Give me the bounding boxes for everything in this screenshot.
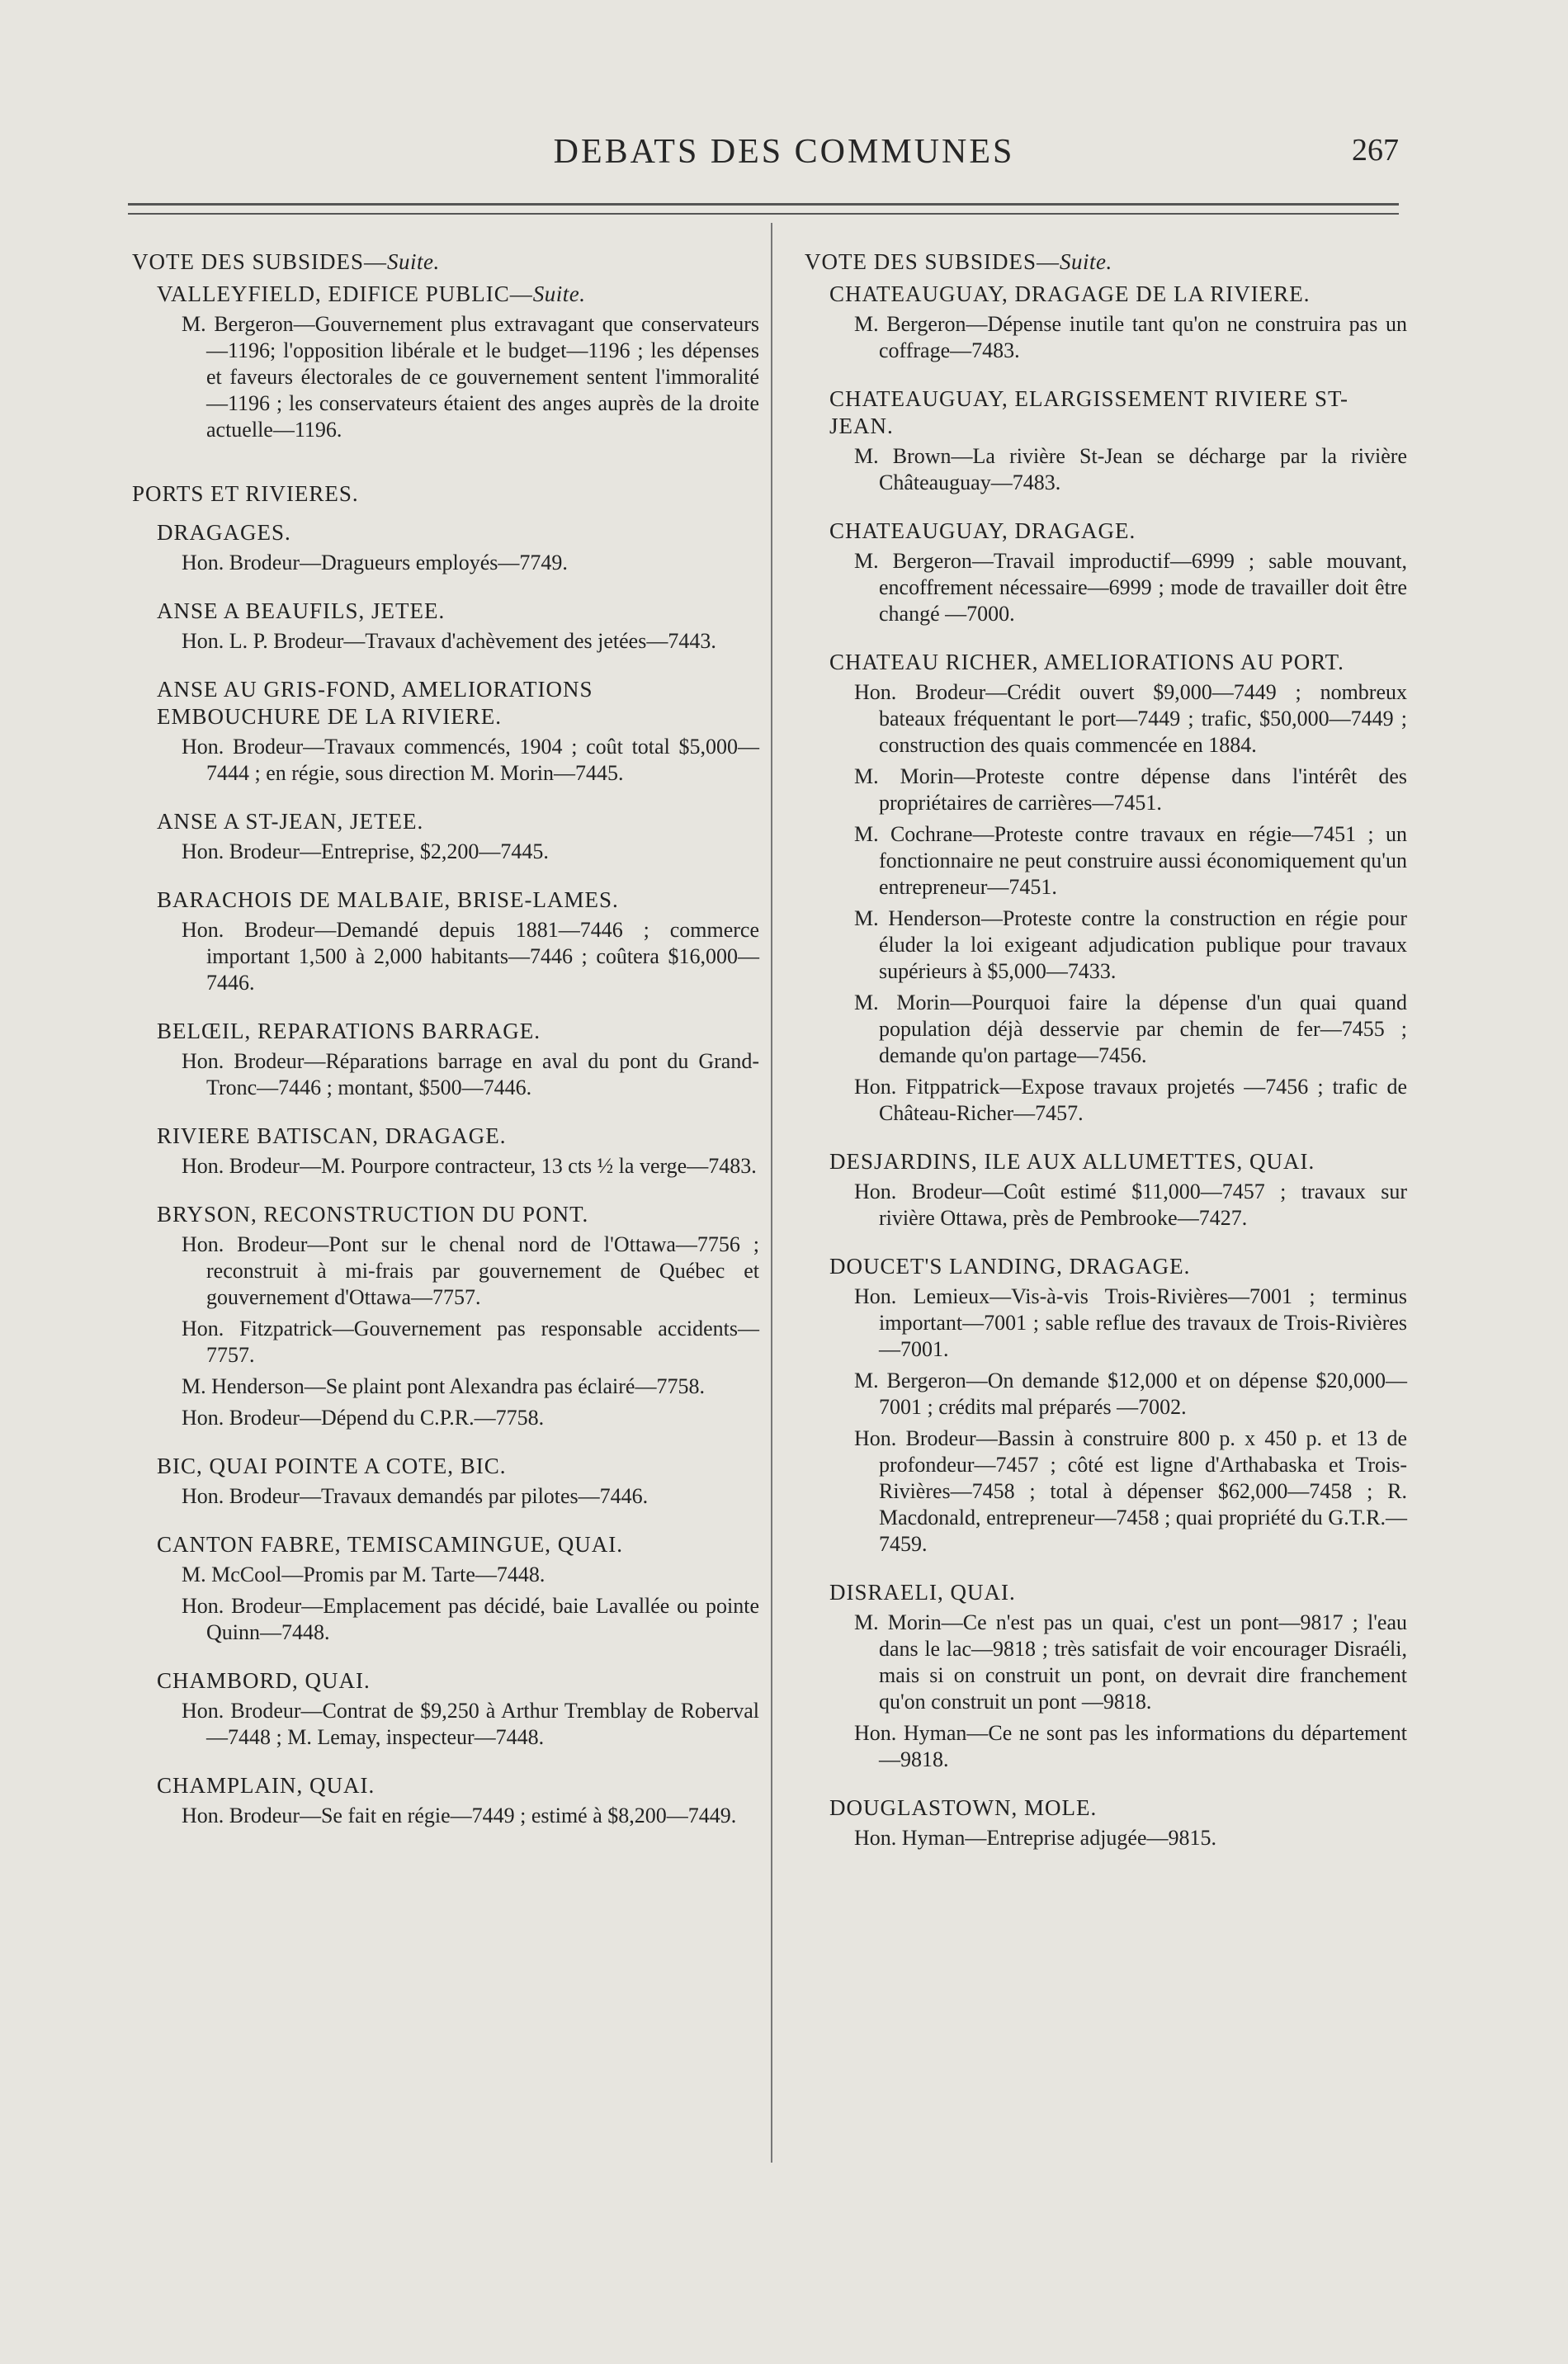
section-title: RIVIERE BATISCAN, DRAGAGE. xyxy=(157,1123,507,1148)
heading-text: VOTE DES SUBSIDES— xyxy=(805,249,1060,274)
section-title-text: VALLEYFIELD, EDIFICE PUBLIC— xyxy=(157,281,533,306)
page-header-title: DEBATS DES COMMUNES xyxy=(553,133,1015,171)
column-divider xyxy=(771,223,772,2163)
column-heading xyxy=(132,248,759,276)
section-title: BARACHOIS DE MALBAIE, BRISE-LAMES. xyxy=(157,887,619,912)
section-title: CANTON FABRE, TEMISCAMINGUE, QUAI. xyxy=(157,1532,624,1557)
section-title xyxy=(157,281,759,308)
heading-suite: Suite. xyxy=(387,249,440,274)
entry: M. Cochrane—Proteste contre travaux en régie—7451 ; un fonctionnaire ne peut construire aussi économiquement qu'un entrepreneur—7451. xyxy=(854,822,1407,899)
right-column xyxy=(805,248,1407,1851)
entry: Hon. Fitzpatrick—Gouvernement pas responsable accidents—7757. xyxy=(182,1317,759,1367)
entry: Hon. Brodeur—Travaux commencés, 1904 ; coût total $5,000—7444 ; en régie, sous direction M. Morin—7445. xyxy=(182,735,759,785)
column-heading xyxy=(805,248,1407,276)
section-title: CHATEAUGUAY, ELARGISSEMENT RIVIERE ST-JEAN. xyxy=(829,386,1349,438)
section-title: BRYSON, RECONSTRUCTION DU PONT. xyxy=(157,1202,589,1227)
entry: Hon. Brodeur—Dragueurs employés—7749. xyxy=(182,551,568,574)
entry: Hon. Brodeur—Emplacement pas décidé, baie Lavallée ou pointe Quinn—7448. xyxy=(182,1594,759,1644)
section-title: CHATEAU RICHER, AMELIORATIONS AU PORT. xyxy=(829,650,1344,674)
entry: M. Bergeron—On demande $12,000 et on dépense $20,000—7001 ; crédits mal préparés —7002. xyxy=(854,1369,1407,1419)
header-rule-thin xyxy=(128,213,1399,215)
section-title: DOUCET'S LANDING, DRAGAGE. xyxy=(829,1254,1191,1279)
heading-suite: Suite. xyxy=(1060,249,1112,274)
section-title: BIC, QUAI POINTE A COTE, BIC. xyxy=(157,1454,507,1478)
entry: Hon. L. P. Brodeur—Travaux d'achèvement des jetées—7443. xyxy=(182,629,716,653)
section-title: DRAGAGES. xyxy=(157,520,291,545)
major-heading: PORTS ET RIVIERES. xyxy=(132,481,359,506)
entry: Hon. Brodeur—Travaux demandés par pilotes—7446. xyxy=(182,1484,649,1508)
entry: Hon. Brodeur—M. Pourpore contracteur, 13 cts ½ la verge—7483. xyxy=(182,1154,757,1178)
section-suite: Suite. xyxy=(532,281,586,306)
entry: Hon. Brodeur—Dépend du C.P.R.—7758. xyxy=(182,1406,545,1430)
entry: Hon. Lemieux—Vis-à-vis Trois-Rivières—7001 ; terminus important—7001 ; sable reflue des travaux de Trois-Rivières—7001. xyxy=(854,1284,1407,1361)
section-title: DOUGLASTOWN, MOLE. xyxy=(829,1795,1098,1820)
entry: Hon. Hyman—Ce ne sont pas les informations du département—9818. xyxy=(854,1721,1407,1771)
section-title: DISRAELI, QUAI. xyxy=(829,1580,1016,1605)
section-title: BELŒIL, REPARATIONS BARRAGE. xyxy=(157,1019,541,1043)
section-title: CHAMBORD, QUAI. xyxy=(157,1668,371,1693)
entry: M. McCool—Promis par M. Tarte—7448. xyxy=(182,1563,545,1586)
entry: Hon. Brodeur—Bassin à construire 800 p. x 450 p. et 13 de profondeur—7457 ; côté est ligne d'Arthabaska et Trois-Rivières—7458 ; total à dépenser $62,000—7458 ; R. Macdonald, entrepreneur—7458 ; quai propriété du G.T.R.—7459. xyxy=(854,1426,1407,1556)
entry: M. Brown—La rivière St-Jean se décharge par la rivière Châteauguay—7483. xyxy=(854,444,1407,494)
entry: Hon. Brodeur—Entreprise, $2,200—7445. xyxy=(182,839,549,863)
heading-text: VOTE DES SUBSIDES— xyxy=(132,249,388,274)
entry: Hon. Brodeur—Coût estimé $11,000—7457 ; travaux sur rivière Ottawa, près de Pembrooke—7427. xyxy=(854,1180,1407,1230)
entry: M. Morin—Proteste contre dépense dans l'intérêt des propriétaires de carrières—7451. xyxy=(854,764,1407,815)
entry: Hon. Brodeur—Crédit ouvert $9,000—7449 ; nombreux bateaux fréquentant le port—7449 ; trafic, $50,000—7449 ; construction des quais commencée en 1884. xyxy=(854,680,1407,757)
section-title: ANSE A ST-JEAN, JETEE. xyxy=(157,809,424,834)
entry: Hon. Brodeur—Demandé depuis 1881—7446 ; commerce important 1,500 à 2,000 habitants—7446 ; coûtera $16,000—7446. xyxy=(182,918,759,995)
section-title: CHAMPLAIN, QUAI. xyxy=(157,1773,375,1798)
entry: M. Henderson—Proteste contre la construction en régie pour éluder la loi exigeant adjudication publique pour travaux supérieurs à $5,000—7433. xyxy=(854,906,1407,983)
section-title: ANSE AU GRIS-FOND, AMELIORATIONS EMBOUCHURE DE LA RIVIERE. xyxy=(157,677,593,729)
section-title: DESJARDINS, ILE AUX ALLUMETTES, QUAI. xyxy=(829,1149,1315,1174)
entry: M. Bergeron—Travail improductif—6999 ; sable mouvant, encoffrement nécessaire—6999 ; mode de travailler doit être changé —7000. xyxy=(854,549,1407,626)
page-number: 267 xyxy=(1352,133,1399,168)
entry: Hon. Fitppatrick—Expose travaux projetés —7456 ; trafic de Château-Richer—7457. xyxy=(854,1075,1407,1125)
entry: Hon. Brodeur—Réparations barrage en aval du pont du Grand-Tronc—7446 ; montant, $500—7446. xyxy=(182,1049,759,1099)
section-title: ANSE A BEAUFILS, JETEE. xyxy=(157,598,446,623)
entry: M. Henderson—Se plaint pont Alexandra pas éclairé—7758. xyxy=(182,1374,705,1398)
entry: M. Morin—Pourquoi faire la dépense d'un quai quand population déjà desservie par chemin de fer—7455 ; demande qu'on partage—7456. xyxy=(854,991,1407,1067)
entry: Hon. Brodeur—Pont sur le chenal nord de l'Ottawa—7756 ; reconstruit à mi-frais par gouvernement de Québec et gouvernement d'Ottawa—7757. xyxy=(182,1232,759,1309)
entry: Hon. Hyman—Entreprise adjugée—9815. xyxy=(854,1826,1217,1850)
entry: M. Bergeron—Dépense inutile tant qu'on ne construira pas un coffrage—7483. xyxy=(854,312,1407,362)
entry: Hon. Brodeur—Se fait en régie—7449 ; estimé à $8,200—7449. xyxy=(182,1804,737,1827)
left-column xyxy=(132,248,759,1829)
header-rule xyxy=(128,203,1399,206)
entry: Hon. Brodeur—Contrat de $9,250 à Arthur Tremblay de Roberval—7448 ; M. Lemay, inspecteur—7448. xyxy=(182,1699,759,1749)
entry: M. Morin—Ce n'est pas un quai, c'est un pont—9817 ; l'eau dans le lac—9818 ; très satisfait de voir encourager Disraéli, mais si on construit un pont, on devrait dire franchement qu'on construit un pont —9818. xyxy=(854,1610,1407,1714)
entry: M. Bergeron—Gouvernement plus extravagant que conservateurs—1196; l'opposition libérale et le budget—1196 ; les dépenses et faveurs électorales de ce gouvernement sentent l'immoralité—1196 ; les conservateurs étaient des anges auprès de la droite actuelle—1196. xyxy=(182,312,759,442)
section-title: CHATEAUGUAY, DRAGAGE DE LA RIVIERE. xyxy=(829,281,1311,306)
section-title: CHATEAUGUAY, DRAGAGE. xyxy=(829,518,1136,543)
